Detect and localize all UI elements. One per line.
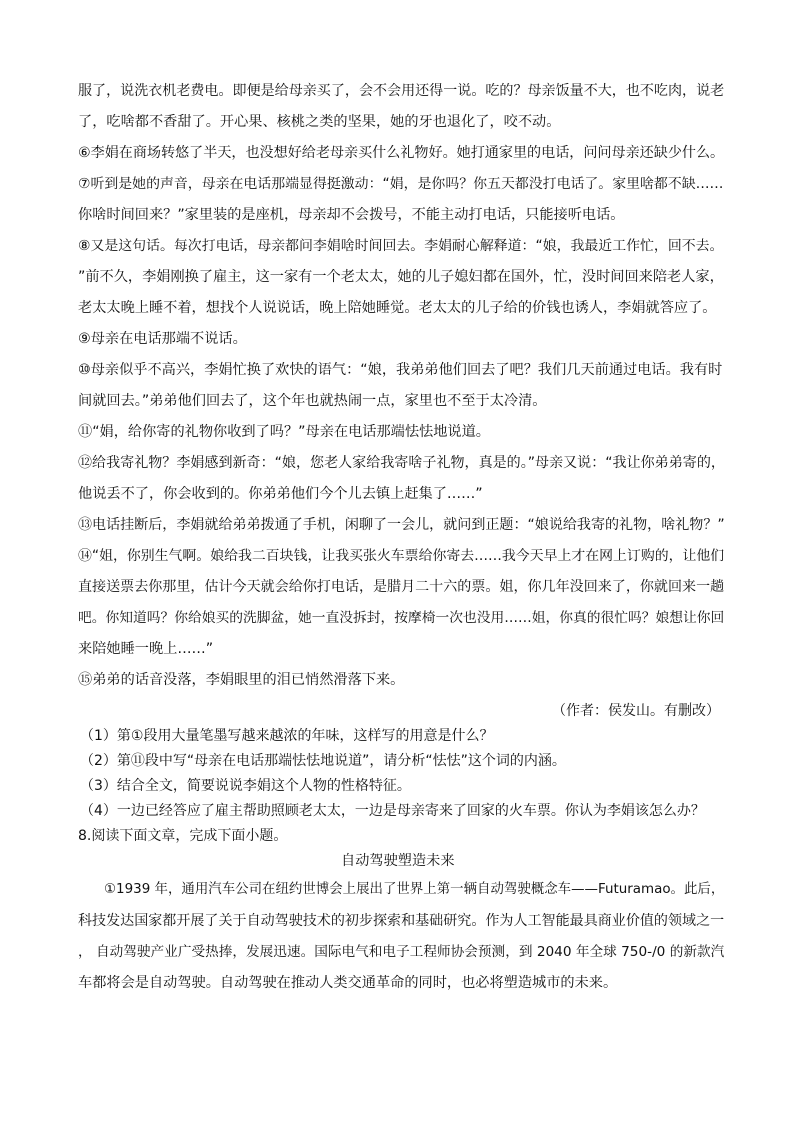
article-line: ， 自动驾驶产业广受热捧，发展迅速。国际电气和电子工程师协会预测，到 2040 年全球 750-/0 的新款汽 xyxy=(78,944,725,960)
story-line: ⑨母亲在电话那端不说话。 xyxy=(78,331,247,347)
author-attribution: （作者：侯发山。有删改） xyxy=(552,703,720,719)
story-line: 你啥时间回来？”家里装的是座机，母亲却不会拨号，不能主动打电话，只能接听电话。 xyxy=(78,207,625,223)
article-title: 自动驾驶塑造未来 xyxy=(341,853,455,869)
story-line: 了，吃啥都不香甜了。开心果、核桃之类的坚果，她的牙也退化了，咬不动。 xyxy=(78,114,561,130)
story-line: 他说丢不了，你会收到的。你弟弟他们今个儿去镇上赶集了……” xyxy=(78,486,483,502)
article-line: 科技发达国家都开展了关于自动驾驶技术的初步探索和基础研究。作为人工智能最具商业价值的领域之一 xyxy=(78,913,725,929)
question-2: （2）第⑪段中写“母亲在电话那端怯怯地说道”，请分析“怯怯”这个词的内涵。 xyxy=(80,753,566,769)
story-line: 直接送票去你那里，估计今天就会给你打电话，是腊月二十六的票。姐，你几年没回来了，你就回来一趟 xyxy=(78,579,725,595)
task-heading: 8.阅读下面文章，完成下面小题。 xyxy=(78,828,288,844)
article-line: 车都将会是自动驾驶。自动驾驶在推动人类交通革命的同时，也必将塑造城市的未来。 xyxy=(78,975,618,991)
story-line: 吧。你知道吗？你给娘买的洗脚盆，她一直没拆封，按摩椅一次也没用……姐，你真的很忙吗？娘想让你回 xyxy=(78,610,725,626)
story-line: ⑬电话挂断后，李娟就给弟弟拨通了手机，闲聊了一会儿，就问到正题：“娘说给我寄的礼物，啥礼物？” xyxy=(78,517,725,533)
story-line: 服了，说洗衣机老费电。即便是给母亲买了，会不会用还得一说。吃的？母亲饭量不大，也不吃肉，说老 xyxy=(78,83,725,99)
story-line: ⑮弟弟的话音没落，李娟眼里的泪已悄然滑落下来。 xyxy=(78,672,405,688)
story-line: 来陪她睡一晚上……” xyxy=(78,641,214,657)
question-1: （1）第①段用大量笔墨写越来越浓的年味，这样写的用意是什么？ xyxy=(80,728,494,744)
story-line: 间就回去。”弟弟他们回去了，这个年也就热闹一点，家里也不至于太冷清。 xyxy=(78,393,547,409)
question-3: （3）结合全文，简要说说李娟这个人物的性格特征。 xyxy=(80,778,411,794)
story-line: ⑥李娟在商场转悠了半天，也没想好给老母亲买什么礼物好。她打通家里的电话，问问母亲还缺少什么。 xyxy=(78,145,725,161)
story-line: 老太太晚上睡不着，想找个人说说话，晚上陪她睡觉。老太太的儿子给的价钱也诱人，李娟就答应了。 xyxy=(78,300,717,316)
story-line: ⑦听到是她的声音，母亲在电话那端显得挺激动：“娟，是你吗？你五天都没打电话了。家里啥都不缺…… xyxy=(78,176,724,192)
story-line: ⑧又是这句话。每次打电话，母亲都问李娟啥时间回去。李娟耐心解释道：“娘，我最近工作忙，回不去。 xyxy=(78,238,724,254)
article-line: ①1939 年，通用汽车公司在纽约世博会上展出了世界上第一辆自动驾驶概念车——Futuramao。此后， xyxy=(104,882,725,897)
story-line: ⑪“娟，给你寄的礼物你收到了吗？”母亲在电话那端怯怯地说道。 xyxy=(78,424,490,440)
question-4: （4）一边已经答应了雇主帮助照顾老太太，一边是母亲寄来了回家的火车票。你认为李娟该怎么办？ xyxy=(80,803,705,819)
story-line: ⑩母亲似乎不高兴，李娟忙换了欢快的语气：“娘，我弟弟他们回去了吧？我们几天前通过电话。我有时 xyxy=(78,362,723,378)
story-line: ⑭“姐，你别生气啊。娘给我二百块钱，让我买张火车票给你寄去……我今天早上才在网上订购的，让他们 xyxy=(78,548,725,564)
story-line: ”前不久，李娟刚换了雇主，这一家有一个老太太，她的儿子媳妇都在国外，忙，没时间回来陪老人家， xyxy=(78,269,724,285)
story-line: ⑫给我寄礼物？李娟感到新奇：“娘，您老人家给我寄啥子礼物，真是的。”母亲又说：“我让你弟弟寄的， xyxy=(78,455,725,471)
